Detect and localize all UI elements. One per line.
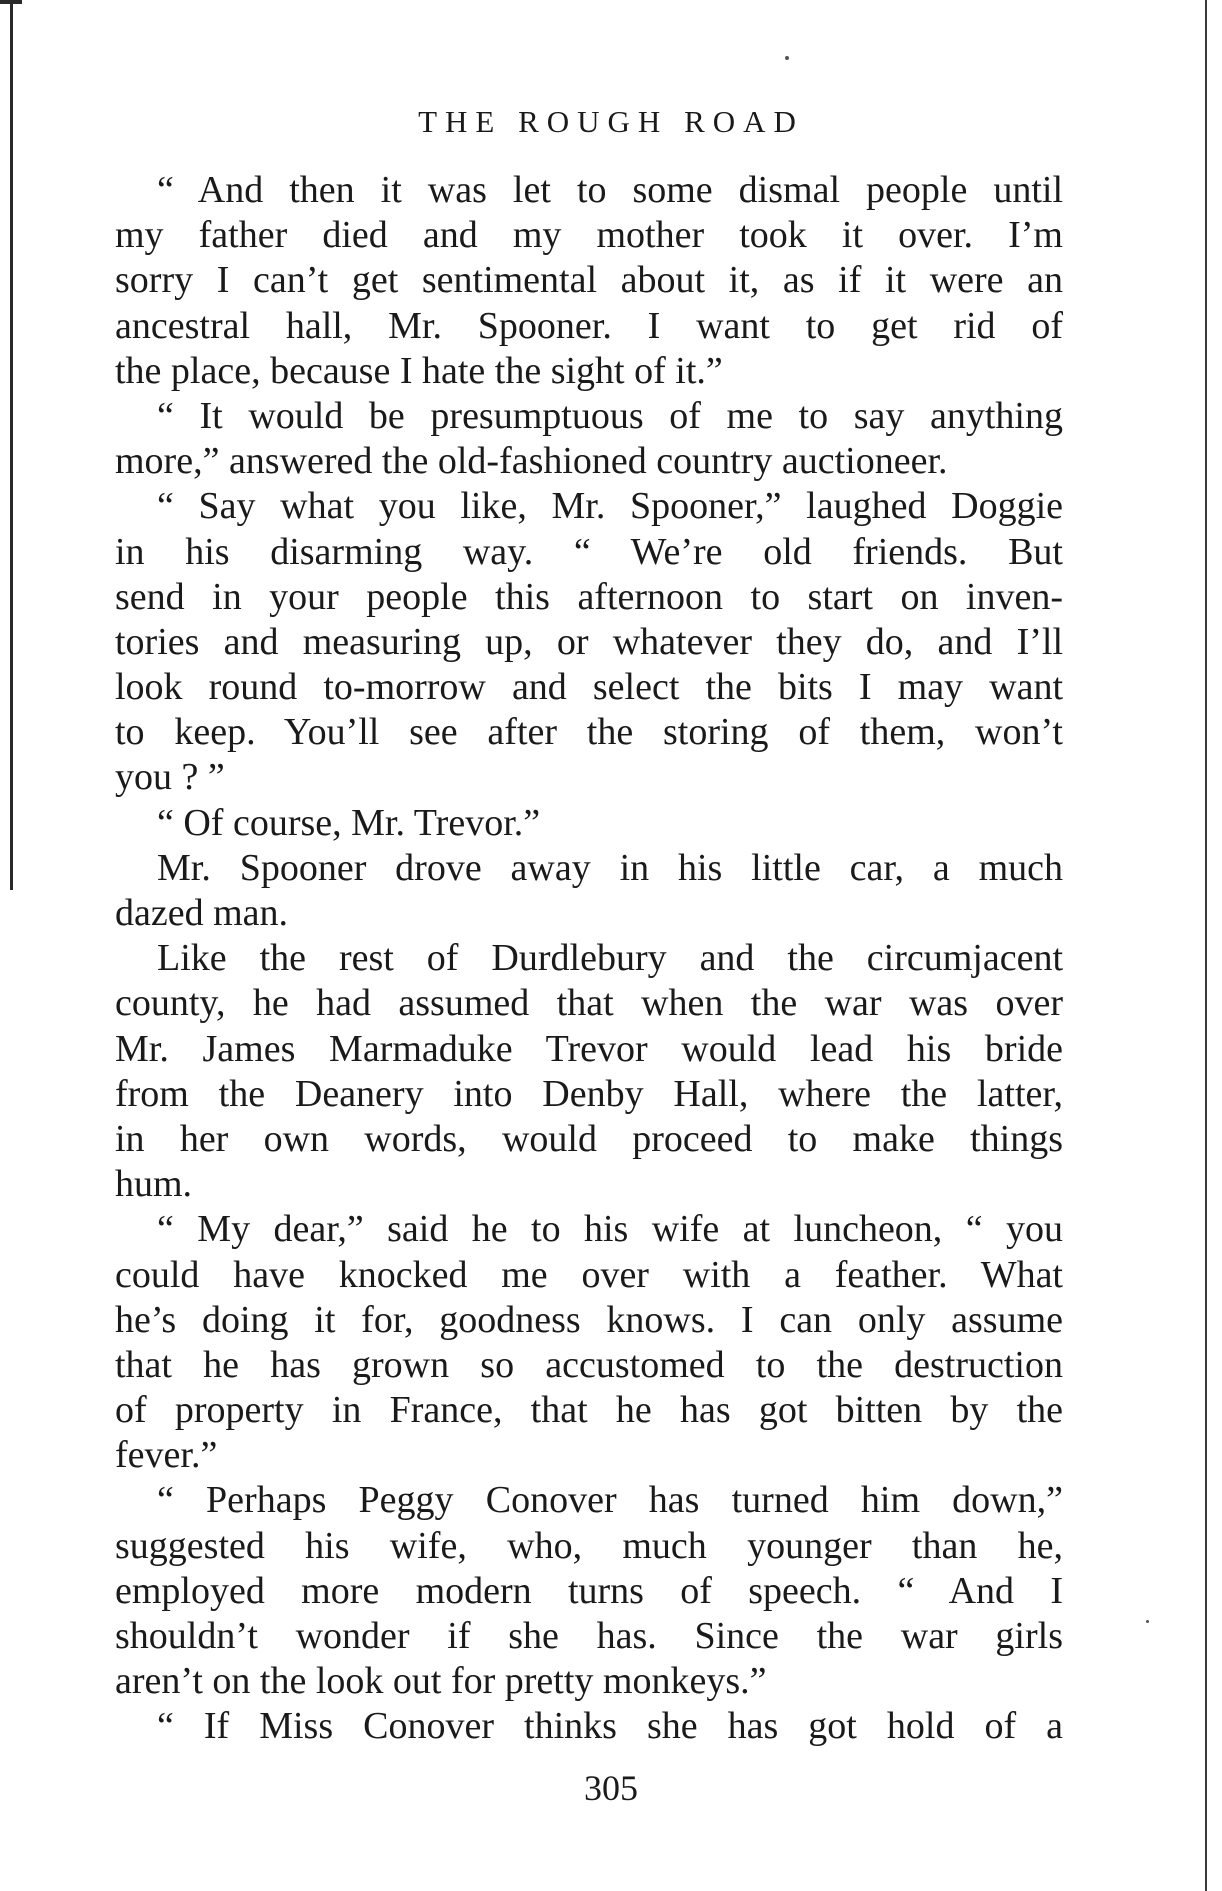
text-line: suggested his wife, who, much younger than he, (115, 1524, 1063, 1567)
page-number: 305 (584, 1768, 638, 1808)
text-line: ancestral hall, Mr. Spooner. I want to get rid of (115, 304, 1063, 347)
text-line: “ Perhaps Peggy Conover has turned him down,” (157, 1479, 1063, 1522)
page-edge-right (1205, 0, 1207, 1891)
text-line: county, he had assumed that when the war was over (115, 982, 1063, 1025)
text-line: to keep. You’ll see after the storing of them, won’t (115, 711, 1063, 754)
text-line: “ And then it was let to some dismal people until (157, 169, 1063, 211)
text-line: could have knocked me over with a feather. What (115, 1253, 1063, 1296)
text-line: “ My dear,” said he to his wife at luncheon, “ you (157, 1208, 1063, 1251)
running-head: THE ROUGH ROAD (418, 104, 804, 139)
dust-speck (1146, 1620, 1149, 1623)
text-line: “ Say what you like, Mr. Spooner,” laughed Doggie (157, 485, 1063, 528)
text-line: hum. (115, 1163, 193, 1206)
text-line: sorry I can’t get sentimental about it, as if it were an (115, 259, 1063, 302)
text-line: employed more modern turns of speech. “ And I (115, 1569, 1063, 1612)
text-line: dazed man. (115, 892, 289, 934)
text-line: “ Of course, Mr. Trevor.” (157, 801, 541, 844)
text-line: Mr. Spooner drove away in his little car, a much (157, 846, 1063, 889)
text-line: from the Deanery into Denby Hall, where the latter, (115, 1072, 1063, 1115)
text-line: my father died and my mother took it over. I’m (115, 214, 1063, 257)
text-line: Like the rest of Durdlebury and the circumjacent (157, 937, 1063, 980)
text-line: the place, because I hate the sight of it.” (115, 349, 723, 392)
text-line: in his disarming way. “ We’re old friends. But (115, 530, 1063, 573)
text-line: you ? ” (115, 756, 225, 799)
text-line: “ If Miss Conover thinks she has got hold of a (157, 1705, 1063, 1748)
text-line: he’s doing it for, goodness knows. I can only assume (115, 1298, 1063, 1341)
text-line: “ It would be presumptuous of me to say anything (157, 394, 1063, 437)
text-line: shouldn’t wonder if she has. Since the war girls (115, 1615, 1063, 1657)
dust-speck (785, 56, 789, 60)
body-text (115, 168, 1063, 1750)
text-line: aren’t on the look out for pretty monkeys.” (115, 1660, 767, 1703)
text-line: fever.” (115, 1434, 218, 1477)
text-line: more,” answered the old-fashioned country auctioneer. (115, 440, 948, 483)
text-line: in her own words, would proceed to make things (115, 1117, 1063, 1160)
text-line: tories and measuring up, or whatever they do, and I’ll (115, 620, 1063, 663)
text-line: look round to-morrow and select the bits I may want (115, 666, 1063, 709)
text-line: send in your people this afternoon to start on inven- (115, 575, 1063, 618)
text-line: Mr. James Marmaduke Trevor would lead his bride (115, 1027, 1063, 1070)
text-line: that he has grown so accustomed to the destruction (115, 1343, 1063, 1386)
text-line: of property in France, that he has got bitten by the (115, 1389, 1063, 1432)
